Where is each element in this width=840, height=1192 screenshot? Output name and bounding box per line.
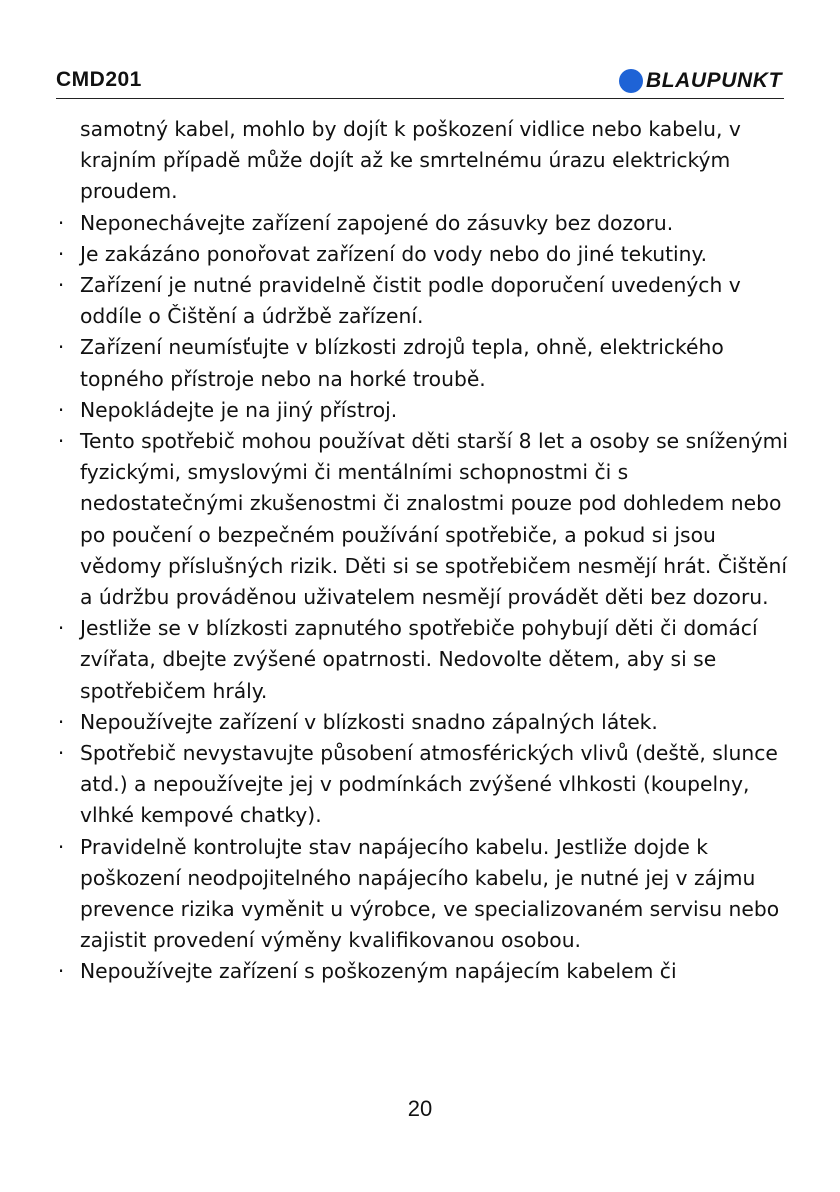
list-item (56, 738, 790, 832)
bullet-icon: · (57, 741, 65, 766)
list-item (56, 707, 790, 738)
list-item-text: Pravidelně kontrolujte stav napájecího kabelu. Jestliže dojde k poškození neodpojitelného napájecího kabelu, je nutné jej v zájmu prevence rizika vyměnit u výrobce, ve specializovaném servisu nebo zajistit provedení výměny kvalifikovanou osobou. (80, 834, 780, 953)
list-item-text: Je zakázáno ponořovat zařízení do vody nebo do jiné tekutiny. (80, 241, 708, 266)
bullet-icon: · (57, 616, 65, 641)
list-item-text: Jestliže se v blízkosti zapnutého spotřebiče pohybují děti či domácí zvířata, dbejte zvýšené opatrnosti. Nedovolte dětem, aby si se spotřebičem hrály. (80, 616, 758, 703)
brand-logo (619, 68, 782, 94)
list-item-text: Nepoužívejte zařízení v blízkosti snadno zápalných látek. (80, 709, 658, 734)
bullet-icon: · (57, 834, 65, 859)
list-item-text: Nepokládejte je na jiný přístroj. (80, 397, 398, 422)
bullet-icon: · (57, 709, 65, 734)
list-item-text: Tento spotřebič mohou používat děti starší 8 let a osoby se sníženými fyzickými, smyslovými či mentálními schopnostmi či s nedostatečnými zkušenostmi či znalostmi pouze pod dohledem nebo po poučení o bezpečném používání spotřebiče, a pokud si jsou vědomy příslušných rizik. Děti si se spotřebičem nesmějí hrát. Čištění a údržbu prováděnou uživatelem nesmějí provádět děti bez dozoru. (80, 429, 789, 610)
bullet-icon: · (57, 397, 65, 422)
list-item-text: Spotřebič nevystavujte působení atmosférických vlivů (deště, slunce atd.) a nepoužívejte jej v podmínkách zvýšené vlhkosti (koupelny, vlhké kempové chatky). (80, 741, 778, 828)
brand-name: BLAUPUNKT (645, 69, 782, 92)
list-item (56, 832, 790, 957)
list-item (56, 426, 790, 613)
bullet-icon: · (57, 335, 65, 360)
bullet-icon: · (57, 273, 65, 298)
list-item (56, 239, 790, 270)
continuation-paragraph: samotný kabel, mohlo by dojít k poškození vidlice nebo kabelu, v krajním případě může dojít až ke smrtelnému úrazu elektrickým proudem. (80, 117, 741, 204)
bullet-icon: · (57, 241, 65, 266)
list-item-text: Zařízení je nutné pravidelně čistit podle doporučení uvedených v oddíle o Čištění a údržbě zařízení. (80, 273, 741, 329)
bullet-icon: · (57, 429, 65, 454)
page-header (56, 62, 784, 99)
bullet-icon: · (57, 959, 65, 984)
list-item (56, 613, 790, 707)
list-item-text: Neponechávejte zařízení zapojené do zásuvky bez dozoru. (80, 210, 674, 235)
list-item-text: Zařízení neumísťujte v blízkosti zdrojů tepla, ohně, elektrického topného přístroje nebo na horké troubě. (80, 335, 724, 391)
page-number: 20 (407, 1096, 433, 1121)
list-item (56, 395, 790, 426)
list-item (56, 332, 790, 394)
bullet-icon: · (57, 210, 65, 235)
list-item (56, 270, 790, 332)
brand-dot-icon (619, 69, 643, 93)
list-item-text: Nepoužívejte zařízení s poškozeným napájecím kabelem či (80, 959, 677, 984)
model-number: CMD201 (56, 68, 142, 91)
list-item (56, 208, 790, 239)
list-item (56, 956, 790, 987)
safety-instructions (56, 114, 790, 988)
